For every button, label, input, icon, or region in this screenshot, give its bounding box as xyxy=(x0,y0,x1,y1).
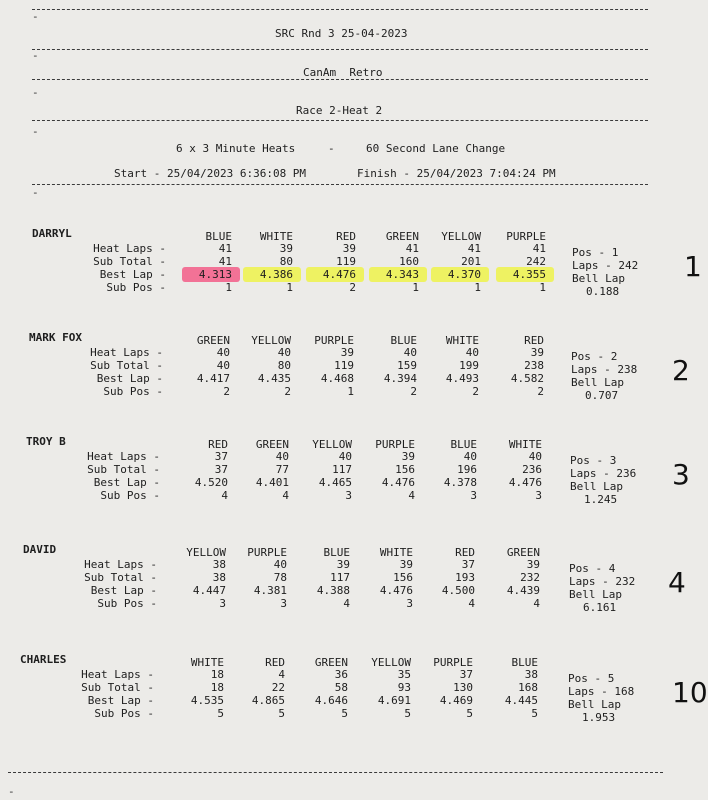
value-sub-pos: 4 xyxy=(221,489,228,502)
format-sep: - xyxy=(328,142,335,155)
value-best-lap: 4.646 xyxy=(314,694,348,707)
divider-tick: - xyxy=(8,785,15,798)
total-laps: Laps - 242 xyxy=(572,259,639,272)
divider xyxy=(32,184,648,185)
value-heat-laps: 40 xyxy=(528,450,542,463)
value-sub-pos: 2 xyxy=(537,385,544,398)
value-best-lap: 4.469 xyxy=(439,694,473,707)
value-sub-total: 242 xyxy=(526,255,546,268)
value-best-lap: 4.476 xyxy=(381,476,415,489)
divider-tick: - xyxy=(32,10,39,23)
value-sub-total: 193 xyxy=(455,571,475,584)
value-sub-pos: 1 xyxy=(539,281,546,294)
row-label-sub-pos: Sub Pos - xyxy=(103,385,163,398)
value-heat-laps: 39 xyxy=(401,450,415,463)
value-best-lap: 4.476 xyxy=(508,476,542,489)
row-label-sub-pos: Sub Pos - xyxy=(94,707,154,720)
row-label-sub-total: Sub Total - xyxy=(93,255,166,268)
row-label-heat-laps: Heat Laps - xyxy=(90,346,163,359)
value-heat-laps: 39 xyxy=(279,242,293,255)
value-best-lap: 4.401 xyxy=(255,476,289,489)
value-heat-laps: 38 xyxy=(212,558,226,571)
value-sub-pos: 5 xyxy=(404,707,411,720)
lane-header: PURPLE xyxy=(375,438,415,451)
handwritten-position: 2 xyxy=(672,354,690,387)
value-best-lap: 4.386 xyxy=(259,268,293,281)
lane-header: GREEN xyxy=(506,546,540,559)
row-label-sub-total: Sub Total - xyxy=(81,681,154,694)
value-sub-total: 196 xyxy=(457,463,477,476)
value-heat-laps: 18 xyxy=(210,668,224,681)
value-sub-total: 201 xyxy=(461,255,481,268)
row-label-best-lap: Best Lap - xyxy=(87,694,154,707)
value-best-lap: 4.439 xyxy=(506,584,540,597)
lane-header: WHITE xyxy=(379,546,413,559)
value-sub-total: 117 xyxy=(330,571,350,584)
value-sub-pos: 4 xyxy=(533,597,540,610)
value-heat-laps: 36 xyxy=(334,668,348,681)
bell-lap-label: Bell Lap xyxy=(569,588,622,601)
racer-block xyxy=(0,227,702,330)
value-sub-pos: 3 xyxy=(345,489,352,502)
value-sub-pos: 2 xyxy=(410,385,417,398)
value-heat-laps: 41 xyxy=(467,242,481,255)
format-left: 6 x 3 Minute Heats xyxy=(176,142,296,155)
bell-lap-label: Bell Lap xyxy=(568,698,621,711)
racer-name: DAVID xyxy=(23,543,57,556)
row-label-heat-laps: Heat Laps - xyxy=(84,558,157,571)
value-heat-laps: 39 xyxy=(342,242,356,255)
value-sub-pos: 2 xyxy=(472,385,479,398)
value-best-lap: 4.468 xyxy=(320,372,354,385)
value-heat-laps: 40 xyxy=(273,558,287,571)
value-best-lap: 4.394 xyxy=(383,372,417,385)
value-sub-pos: 2 xyxy=(223,385,230,398)
event-title: SRC Rnd 3 25-04-2023 xyxy=(275,27,408,40)
value-sub-pos: 4 xyxy=(343,597,350,610)
total-laps: Laps - 168 xyxy=(568,685,635,698)
value-heat-laps: 39 xyxy=(530,346,544,359)
value-sub-pos: 5 xyxy=(217,707,224,720)
lane-header: YELLOW xyxy=(312,438,352,451)
value-heat-laps: 35 xyxy=(397,668,411,681)
value-sub-pos: 3 xyxy=(406,597,413,610)
racer-block xyxy=(0,653,708,756)
lane-header: BLUE xyxy=(205,230,232,243)
bell-lap-label: Bell Lap xyxy=(570,480,623,493)
lane-header: BLUE xyxy=(390,334,417,347)
row-label-heat-laps: Heat Laps - xyxy=(93,242,166,255)
lane-header: YELLOW xyxy=(441,230,481,243)
lane-header: YELLOW xyxy=(251,334,291,347)
race-title: Race 2-Heat 2 xyxy=(296,104,383,117)
value-sub-total: 78 xyxy=(273,571,287,584)
value-best-lap: 4.865 xyxy=(251,694,285,707)
handwritten-position: 1 xyxy=(684,250,702,283)
value-best-lap: 4.493 xyxy=(445,372,479,385)
divider-tick: - xyxy=(32,186,39,199)
value-sub-pos: 3 xyxy=(470,489,477,502)
value-sub-total: 117 xyxy=(332,463,352,476)
bell-lap-label: Bell Lap xyxy=(571,376,624,389)
divider xyxy=(32,9,648,10)
divider xyxy=(32,79,648,80)
value-heat-laps: 41 xyxy=(405,242,419,255)
divider-tick: - xyxy=(32,125,39,138)
racer-name: DARRYL xyxy=(32,227,72,240)
value-sub-pos: 2 xyxy=(349,281,356,294)
lane-header: GREEN xyxy=(196,334,230,347)
value-sub-pos: 2 xyxy=(284,385,291,398)
value-sub-total: 37 xyxy=(214,463,228,476)
racer-name: TROY B xyxy=(26,435,66,448)
value-sub-pos: 1 xyxy=(412,281,419,294)
row-label-heat-laps: Heat Laps - xyxy=(81,668,154,681)
lane-header: BLUE xyxy=(450,438,477,451)
lane-header: GREEN xyxy=(385,230,419,243)
value-sub-total: 119 xyxy=(334,359,354,372)
value-best-lap: 4.520 xyxy=(194,476,228,489)
handwritten-position: 3 xyxy=(672,458,690,491)
row-label-best-lap: Best Lap - xyxy=(90,584,157,597)
value-best-lap: 4.465 xyxy=(318,476,352,489)
lane-header: RED xyxy=(208,438,228,451)
value-best-lap: 4.476 xyxy=(379,584,413,597)
divider xyxy=(32,49,648,50)
value-sub-total: 236 xyxy=(522,463,542,476)
value-heat-laps: 4 xyxy=(278,668,285,681)
lane-header: BLUE xyxy=(323,546,350,559)
position: Pos - 4 xyxy=(569,562,616,575)
total-laps: Laps - 236 xyxy=(570,467,637,480)
total-laps: Laps - 238 xyxy=(571,363,638,376)
value-sub-total: 22 xyxy=(271,681,285,694)
value-heat-laps: 37 xyxy=(214,450,228,463)
row-label-sub-pos: Sub Pos - xyxy=(97,597,157,610)
value-sub-pos: 4 xyxy=(468,597,475,610)
start-time: Start - 25/04/2023 6:36:08 PM xyxy=(114,167,307,180)
lane-header: RED xyxy=(524,334,544,347)
value-heat-laps: 39 xyxy=(399,558,413,571)
value-sub-pos: 3 xyxy=(219,597,226,610)
racer-name: CHARLES xyxy=(20,653,67,666)
row-label-sub-pos: Sub Pos - xyxy=(106,281,166,294)
value-best-lap: 4.535 xyxy=(190,694,224,707)
lane-header: BLUE xyxy=(511,656,538,669)
value-sub-total: 18 xyxy=(210,681,224,694)
position: Pos - 2 xyxy=(571,350,618,363)
value-sub-pos: 1 xyxy=(474,281,481,294)
racer-block xyxy=(0,331,701,434)
value-best-lap: 4.378 xyxy=(443,476,477,489)
value-sub-total: 130 xyxy=(453,681,473,694)
value-best-lap: 4.388 xyxy=(316,584,350,597)
value-sub-total: 38 xyxy=(212,571,226,584)
value-best-lap: 4.343 xyxy=(385,268,419,281)
position: Pos - 5 xyxy=(568,672,615,685)
class-title: CanAm Retro xyxy=(303,66,383,79)
value-sub-pos: 1 xyxy=(347,385,354,398)
lane-header: RED xyxy=(336,230,356,243)
divider-tick: - xyxy=(32,86,39,99)
row-label-sub-pos: Sub Pos - xyxy=(100,489,160,502)
value-sub-total: 238 xyxy=(524,359,544,372)
value-heat-laps: 39 xyxy=(336,558,350,571)
value-heat-laps: 38 xyxy=(524,668,538,681)
value-best-lap: 4.435 xyxy=(257,372,291,385)
lane-header: WHITE xyxy=(508,438,542,451)
value-heat-laps: 40 xyxy=(465,346,479,359)
value-sub-pos: 5 xyxy=(531,707,538,720)
value-best-lap: 4.691 xyxy=(377,694,411,707)
value-best-lap: 4.500 xyxy=(441,584,475,597)
value-sub-pos: 5 xyxy=(341,707,348,720)
value-best-lap: 4.447 xyxy=(192,584,226,597)
bell-lap-time: 1.953 xyxy=(582,711,616,724)
value-heat-laps: 40 xyxy=(275,450,289,463)
lane-header: YELLOW xyxy=(371,656,411,669)
total-laps: Laps - 232 xyxy=(569,575,636,588)
value-best-lap: 4.381 xyxy=(253,584,287,597)
value-heat-laps: 39 xyxy=(340,346,354,359)
lane-header: YELLOW xyxy=(186,546,226,559)
value-sub-total: 80 xyxy=(277,359,291,372)
value-sub-pos: 1 xyxy=(225,281,232,294)
value-sub-total: 168 xyxy=(518,681,538,694)
value-heat-laps: 37 xyxy=(459,668,473,681)
bell-lap-time: 6.161 xyxy=(583,601,617,614)
value-sub-total: 58 xyxy=(334,681,348,694)
lane-header: WHITE xyxy=(259,230,293,243)
row-label-best-lap: Best Lap - xyxy=(96,372,163,385)
value-sub-pos: 1 xyxy=(286,281,293,294)
value-sub-total: 40 xyxy=(216,359,230,372)
value-heat-laps: 41 xyxy=(532,242,546,255)
divider xyxy=(8,772,663,773)
value-sub-total: 159 xyxy=(397,359,417,372)
value-sub-total: 77 xyxy=(275,463,289,476)
value-heat-laps: 40 xyxy=(216,346,230,359)
value-heat-laps: 40 xyxy=(403,346,417,359)
position: Pos - 1 xyxy=(572,246,619,259)
value-best-lap: 4.370 xyxy=(447,268,481,281)
racer-name: MARK FOX xyxy=(29,331,82,344)
value-sub-total: 119 xyxy=(336,255,356,268)
lane-header: GREEN xyxy=(314,656,348,669)
handwritten-position: 4 xyxy=(668,566,686,599)
value-sub-pos: 5 xyxy=(466,707,473,720)
lane-header: PURPLE xyxy=(506,230,546,243)
value-sub-pos: 3 xyxy=(280,597,287,610)
value-best-lap: 4.313 xyxy=(198,268,232,281)
position: Pos - 3 xyxy=(570,454,617,467)
value-sub-pos: 5 xyxy=(278,707,285,720)
value-sub-total: 156 xyxy=(393,571,413,584)
lane-header: RED xyxy=(455,546,475,559)
value-heat-laps: 41 xyxy=(218,242,232,255)
value-sub-total: 41 xyxy=(218,255,232,268)
lane-header: WHITE xyxy=(190,656,224,669)
value-sub-total: 160 xyxy=(399,255,419,268)
value-heat-laps: 37 xyxy=(461,558,475,571)
row-label-sub-total: Sub Total - xyxy=(84,571,157,584)
lane-header: WHITE xyxy=(445,334,479,347)
bell-lap-time: 0.707 xyxy=(585,389,619,402)
lane-header: RED xyxy=(265,656,285,669)
finish-time: Finish - 25/04/2023 7:04:24 PM xyxy=(357,167,556,180)
value-best-lap: 4.417 xyxy=(196,372,230,385)
row-label-sub-total: Sub Total - xyxy=(87,463,160,476)
divider xyxy=(32,120,648,121)
bell-lap-time: 0.188 xyxy=(586,285,620,298)
handwritten-position: 10 xyxy=(672,676,708,709)
value-sub-total: 232 xyxy=(520,571,540,584)
lane-header: PURPLE xyxy=(314,334,354,347)
bell-lap-label: Bell Lap xyxy=(572,272,625,285)
racer-block xyxy=(0,435,701,538)
value-sub-pos: 4 xyxy=(282,489,289,502)
value-best-lap: 4.476 xyxy=(322,268,356,281)
lane-header: GREEN xyxy=(255,438,289,451)
value-sub-total: 156 xyxy=(395,463,415,476)
value-sub-pos: 3 xyxy=(535,489,542,502)
value-sub-pos: 4 xyxy=(408,489,415,502)
value-best-lap: 4.445 xyxy=(504,694,538,707)
row-label-heat-laps: Heat Laps - xyxy=(87,450,160,463)
row-label-sub-total: Sub Total - xyxy=(90,359,163,372)
value-sub-total: 80 xyxy=(279,255,293,268)
value-heat-laps: 40 xyxy=(338,450,352,463)
lane-header: PURPLE xyxy=(433,656,473,669)
divider-tick: - xyxy=(32,49,39,62)
lane-header: PURPLE xyxy=(247,546,287,559)
format-right: 60 Second Lane Change xyxy=(366,142,506,155)
row-label-best-lap: Best Lap - xyxy=(93,476,160,489)
value-best-lap: 4.355 xyxy=(512,268,546,281)
value-best-lap: 4.582 xyxy=(510,372,544,385)
row-label-best-lap: Best Lap - xyxy=(99,268,166,281)
value-heat-laps: 40 xyxy=(277,346,291,359)
bell-lap-time: 1.245 xyxy=(584,493,618,506)
value-sub-total: 199 xyxy=(459,359,479,372)
racer-block xyxy=(0,543,701,646)
value-sub-total: 93 xyxy=(397,681,411,694)
value-heat-laps: 40 xyxy=(463,450,477,463)
value-heat-laps: 39 xyxy=(526,558,540,571)
